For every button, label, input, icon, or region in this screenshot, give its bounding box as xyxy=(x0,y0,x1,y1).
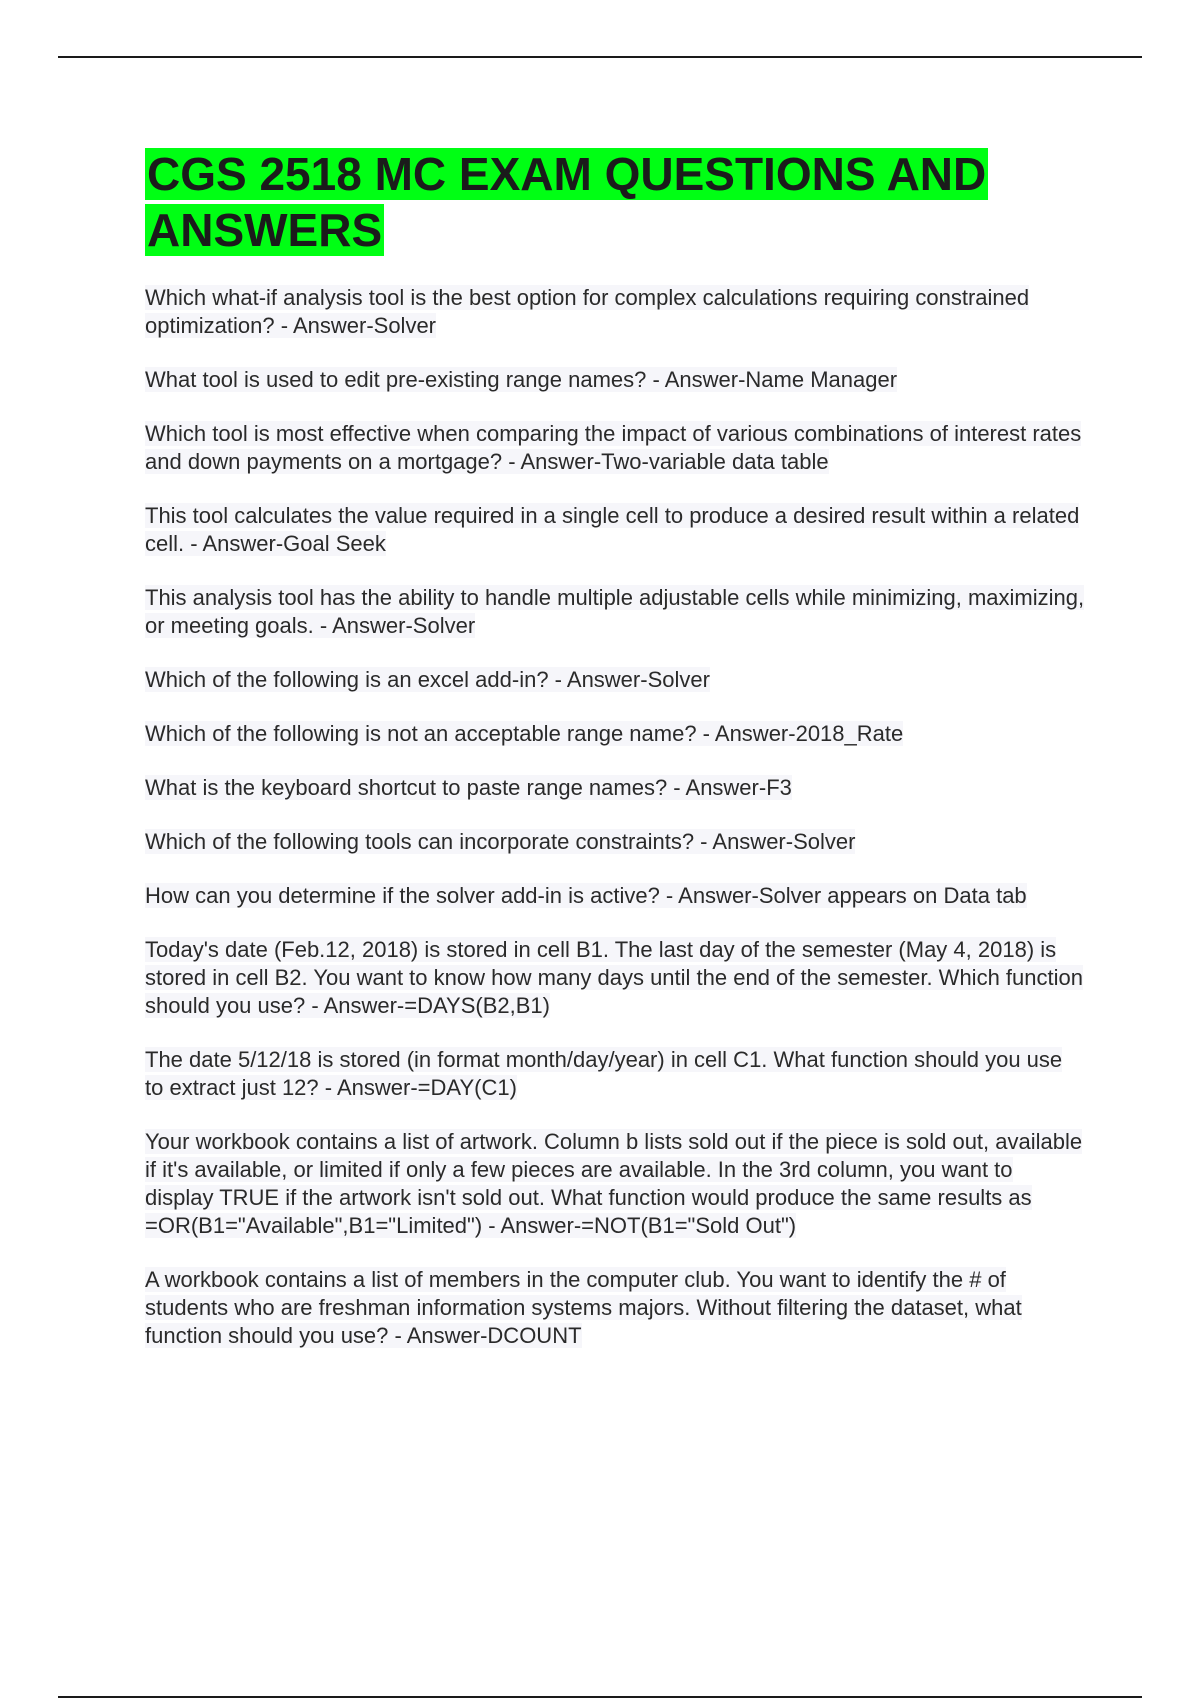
qa-list xyxy=(145,284,1085,1350)
qa-item: Which of the following is an excel add-in? - Answer-Solver xyxy=(145,667,710,692)
qa-item: A workbook contains a list of members in the computer club. You want to identify the # of students who are freshman information systems majors. Without filtering the dataset, what function should you use? - Answer-DCOUNT xyxy=(145,1267,1022,1348)
qa-item: Which of the following is not an acceptable range name? - Answer-2018_Rate xyxy=(145,721,904,746)
qa-item: Today's date (Feb.12, 2018) is stored in cell B1. The last day of the semester (May 4, 2018) is stored in cell B2. You want to know how many days until the end of the semester. Which function should you use? - Answer-=DAYS(B2,B1) xyxy=(145,937,1083,1018)
qa-item: This tool calculates the value required in a single cell to produce a desired result within a related cell. - Answer-Goal Seek xyxy=(145,503,1080,556)
qa-item: What tool is used to edit pre-existing range names? - Answer-Name Manager xyxy=(145,367,898,392)
qa-item: Which of the following tools can incorporate constraints? - Answer-Solver xyxy=(145,829,856,854)
qa-item: How can you determine if the solver add-in is active? - Answer-Solver appears on Data tab xyxy=(145,883,1027,908)
qa-item: What is the keyboard shortcut to paste range names? - Answer-F3 xyxy=(145,775,792,800)
qa-item: Which tool is most effective when comparing the impact of various combinations of interest rates and down payments on a mortgage? - Answer-Two-variable data table xyxy=(145,421,1082,474)
qa-item: This analysis tool has the ability to handle multiple adjustable cells while minimizing, maximizing, or meeting goals. - Answer-Solver xyxy=(145,585,1085,638)
top-rule xyxy=(58,56,1142,58)
qa-item: Your workbook contains a list of artwork. Column b lists sold out if the piece is sold out, available if it's available, or limited if only a few pieces are available. In the 3rd column, you want to display TRUE if the artwork isn't sold out. What function would produce the same results as =OR(B1="Available",B1="Limited") - Answer-=NOT(B1="Sold Out") xyxy=(145,1129,1083,1238)
qa-item: The date 5/12/18 is stored (in format month/day/year) in cell C1. What function should you use to extract just 12? - Answer-=DAY(C1) xyxy=(145,1047,1063,1100)
title-highlight: CGS 2518 MC EXAM QUESTIONS AND ANSWERS xyxy=(147,148,987,256)
document-title xyxy=(145,146,1085,258)
bottom-rule xyxy=(58,1696,1142,1698)
document-body xyxy=(145,146,1085,1376)
qa-item: Which what-if analysis tool is the best option for complex calculations requiring constrained optimization? - Answer-Solver xyxy=(145,285,1030,338)
